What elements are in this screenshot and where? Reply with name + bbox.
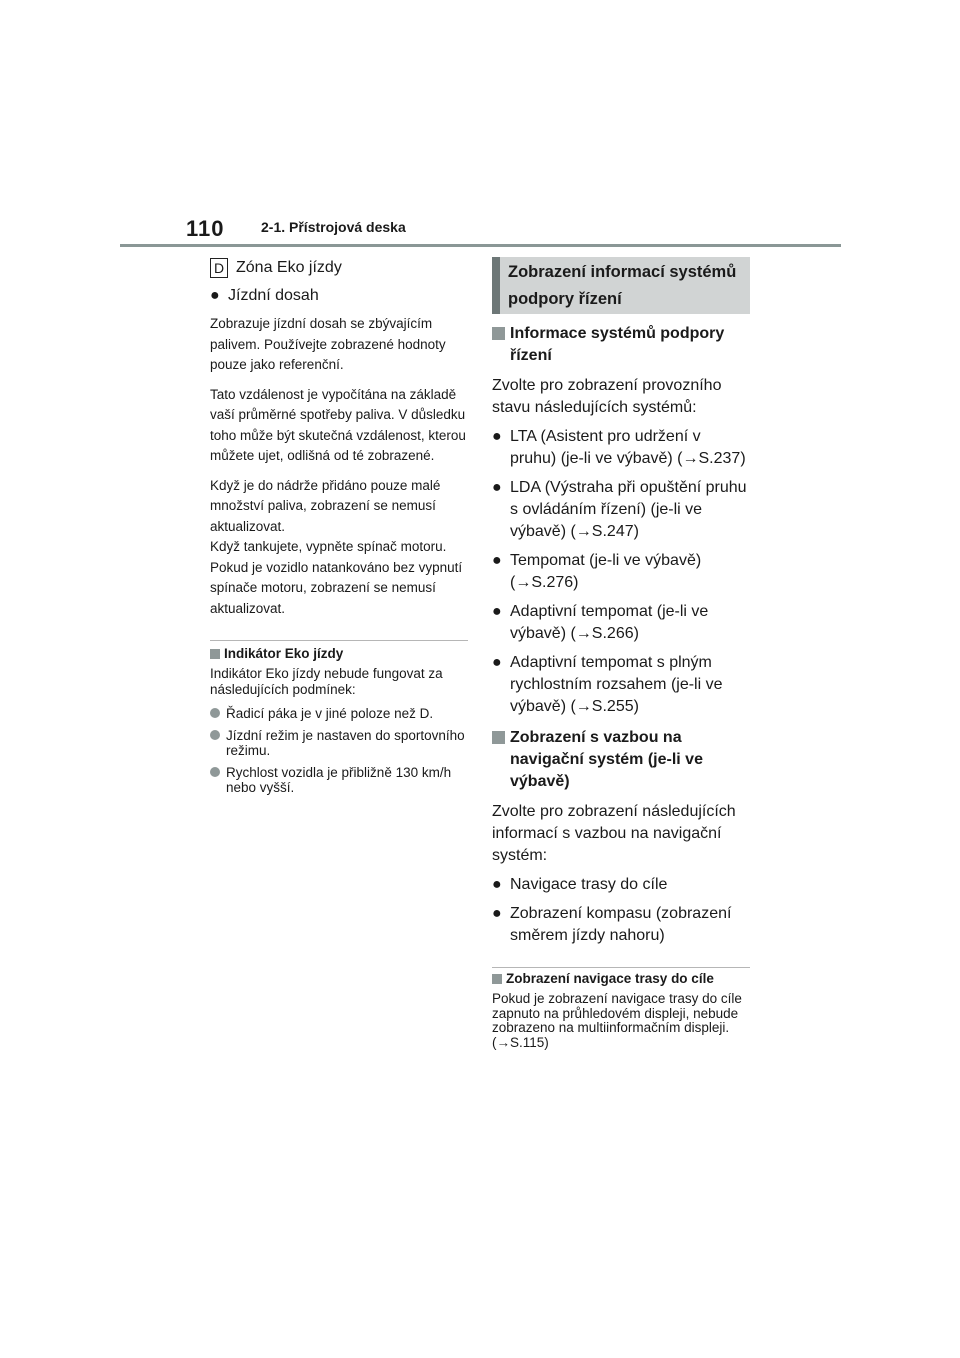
- driving-assist-title: Informace systémů podpory řízení: [510, 325, 725, 364]
- navigation-heading: [492, 727, 750, 793]
- bullet-dot-icon: ●: [492, 603, 502, 620]
- condition-text: Řadicí páka je v jiné poloze než D.: [226, 706, 434, 721]
- route-note-text: Pokud je zobrazení navigace trasy do cíle zapnuto na průhledovém displeji, nebude zobrazeno na multiinformačním displeji. (→S.115): [492, 991, 742, 1050]
- route-note-heading: [492, 971, 750, 986]
- navigation-intro: Zvolte pro zobrazení následujících informací s vazbou na navigační systém:: [492, 803, 736, 864]
- navigation-item-text: Zobrazení kompasu (zobrazení směrem jízdy nahoru): [510, 905, 732, 944]
- navigation-item: [492, 874, 750, 896]
- note-square-icon: [492, 974, 502, 984]
- eco-indicator-note-heading: [210, 646, 468, 661]
- range-paragraph-4: Když tankujete, vypněte spínač motoru. Pokud je vozidlo natankováno bez vypnutí spínače motoru, zobrazení se nemusí aktualizovat.: [210, 539, 463, 616]
- condition-item: [210, 765, 468, 796]
- range-paragraph-2: Tato vzdálenost je vypočítána na základě vaší průměrné spotřeby paliva. V důsledku toho může být skutečná vzdálenost, kterou můžete ujet, odlišná od té zobrazené.: [210, 386, 466, 463]
- system-item-text: Adaptivní tempomat (je-li ve výbavě) (→S.266): [510, 603, 709, 642]
- bullet-dot-icon: ●: [492, 905, 502, 922]
- system-item: [492, 550, 750, 594]
- section-header: Zobrazení informací systémů podpory řízení: [492, 257, 750, 314]
- bullet-dot-icon: ●: [492, 428, 502, 445]
- condition-item: [210, 706, 468, 722]
- range-bullet: [210, 285, 468, 307]
- eco-indicator-note-text: Indikátor Eko jízdy nebude fungovat za následujících podmínek:: [210, 666, 443, 697]
- header-rule: [120, 244, 841, 247]
- navigation-item-text: Navigace trasy do cíle: [510, 876, 668, 893]
- note-divider: [492, 967, 750, 968]
- heading-square-icon: [492, 327, 505, 340]
- note-divider: [210, 640, 468, 641]
- system-item: [492, 652, 750, 718]
- bullet-circle-icon: [210, 708, 220, 718]
- bullet-dot-icon: ●: [492, 654, 502, 671]
- condition-item: [210, 728, 468, 759]
- bullet-circle-icon: [210, 730, 220, 740]
- system-item: [492, 477, 750, 543]
- right-column: [492, 257, 750, 1050]
- bullet-dot-icon: ●: [492, 876, 502, 893]
- range-title: Jízdní dosah: [228, 287, 319, 304]
- bullet-dot-icon: ●: [492, 479, 502, 496]
- page-number: 110: [186, 216, 225, 241]
- system-item: [492, 426, 750, 470]
- condition-text: Jízdní režim je nastaven do sportovního režimu.: [226, 727, 465, 758]
- navigation-title: Zobrazení s vazbou na navigační systém (je-li ve výbavě): [510, 729, 703, 790]
- system-item-text: Adaptivní tempomat s plným rychlostním rozsahem (je-li ve výbavě) (→S.255): [510, 654, 723, 715]
- condition-text: Rychlost vozidla je přibližně 130 km/h nebo vyšší.: [226, 764, 452, 795]
- bullet-circle-icon: [210, 767, 220, 777]
- system-item-text: Tempomat (je-li ve výbavě) (→S.276): [510, 552, 702, 591]
- note-square-icon: [210, 649, 220, 659]
- system-item-text: LTA (Asistent pro udržení v pruhu) (je-li ve výbavě) (→S.237): [510, 428, 746, 467]
- heading-square-icon: [492, 731, 505, 744]
- d-marker-box: D: [210, 258, 228, 278]
- driving-assist-intro: Zvolte pro zobrazení provozního stavu následujících systémů:: [492, 377, 722, 416]
- navigation-item: [492, 903, 750, 947]
- left-column: [210, 257, 468, 796]
- eco-zone-heading: [210, 257, 468, 279]
- driving-assist-heading: [492, 323, 750, 367]
- chapter-title: 2-1. Přístrojová deska: [261, 219, 406, 235]
- route-note-title: Zobrazení navigace trasy do cíle: [506, 971, 714, 986]
- eco-zone-title: Zóna Eko jízdy: [236, 259, 342, 276]
- range-paragraph-3: Když je do nádrže přidáno pouze malé množství paliva, zobrazení se nemusí aktualizovat.: [210, 477, 441, 534]
- bullet-dot-icon: ●: [210, 287, 220, 304]
- range-paragraph-1: Zobrazuje jízdní dosah se zbývajícím palivem. Používejte zobrazené hodnoty pouze jako referenční.: [210, 316, 446, 372]
- system-item: [492, 601, 750, 645]
- system-item-text: LDA (Výstraha při opuštění pruhu s ovládáním řízení) (je-li ve výbavě) (→S.247): [510, 479, 747, 540]
- eco-indicator-note-title: Indikátor Eko jízdy: [224, 646, 344, 661]
- bullet-dot-icon: ●: [492, 552, 502, 569]
